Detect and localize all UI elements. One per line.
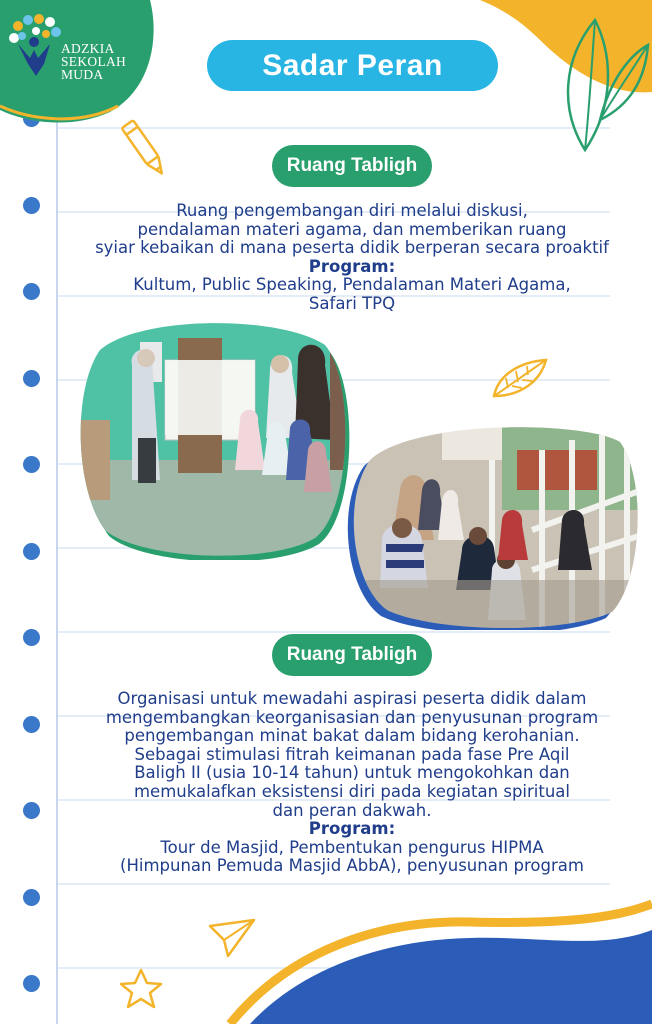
section-2-program-line-1: Tour de Masjid, Pembentukan pengurus HIPMA (160, 837, 544, 857)
section-2-line-4: Sebagai stimulasi fitrah keimanan pada fase Pre Aqil (134, 744, 570, 764)
logo-tree-icon (8, 14, 64, 84)
notebook-hole (23, 370, 40, 387)
classroom-photo (80, 320, 350, 560)
section-2-heading: Ruang Tabligh (272, 634, 432, 676)
section-2-line-1: Organisasi untuk mewadahi aspirasi peserta didik dalam (117, 689, 587, 708)
section-1-program-line-1: Kultum, Public Speaking, Pendalaman Materi Agama, (133, 275, 571, 295)
notebook-hole (23, 456, 40, 473)
leaves-icon (540, 0, 652, 160)
logo-wordmark (61, 42, 126, 81)
bottom-wave-decoration (0, 890, 652, 1024)
section-1-heading: Ruang Tabligh (272, 145, 432, 187)
section-2-line-6: memukalafkan eksistensi diri pada kegiatan spiritual (133, 781, 570, 801)
page-title: Sadar Peran (207, 40, 498, 91)
section-2-program-line-2: (Himpunan Pemuda Masjid AbbA), penyusunan program (120, 856, 584, 876)
notebook-hole (23, 543, 40, 560)
section-1-program-label: Program: (308, 256, 396, 276)
notebook-hole (23, 629, 40, 646)
section-2-line-2: mengembangkan keorganisasian dan penyusunan program (105, 707, 599, 727)
students-photo (342, 420, 642, 630)
section-1-line-2: pendalaman materi agama, dan memberikan ruang (137, 219, 567, 239)
section-2-line-7: dan peran dakwah. (272, 800, 432, 820)
section-2-line-5: Baligh II (usia 10-14 tahun) untuk mengokohkan dan (134, 763, 570, 783)
section-1-program-line-2: Safari TPQ (308, 293, 396, 313)
logo-line-1: ADZKIA (61, 41, 115, 56)
section-2-text (0, 690, 652, 876)
paper-plane-icon (208, 918, 256, 960)
section-2-line-3: pengembangan minat bakat dalam bidang kerohanian. (124, 726, 580, 746)
section-1-text (0, 202, 652, 314)
section-1-line-3: syiar kebaikan di mana peserta didik berperan secara proaktif (95, 238, 609, 258)
star-icon (118, 967, 164, 1011)
pencil-icon (118, 114, 174, 184)
section-2-program-label: Program: (308, 819, 396, 839)
logo-line-3: MUDA (61, 67, 104, 82)
logo-line-2: SEKOLAH (61, 54, 127, 69)
section-1-line-1: Ruang pengembangan diri melalui diskusi, (176, 201, 528, 220)
leaf-icon (488, 356, 550, 402)
